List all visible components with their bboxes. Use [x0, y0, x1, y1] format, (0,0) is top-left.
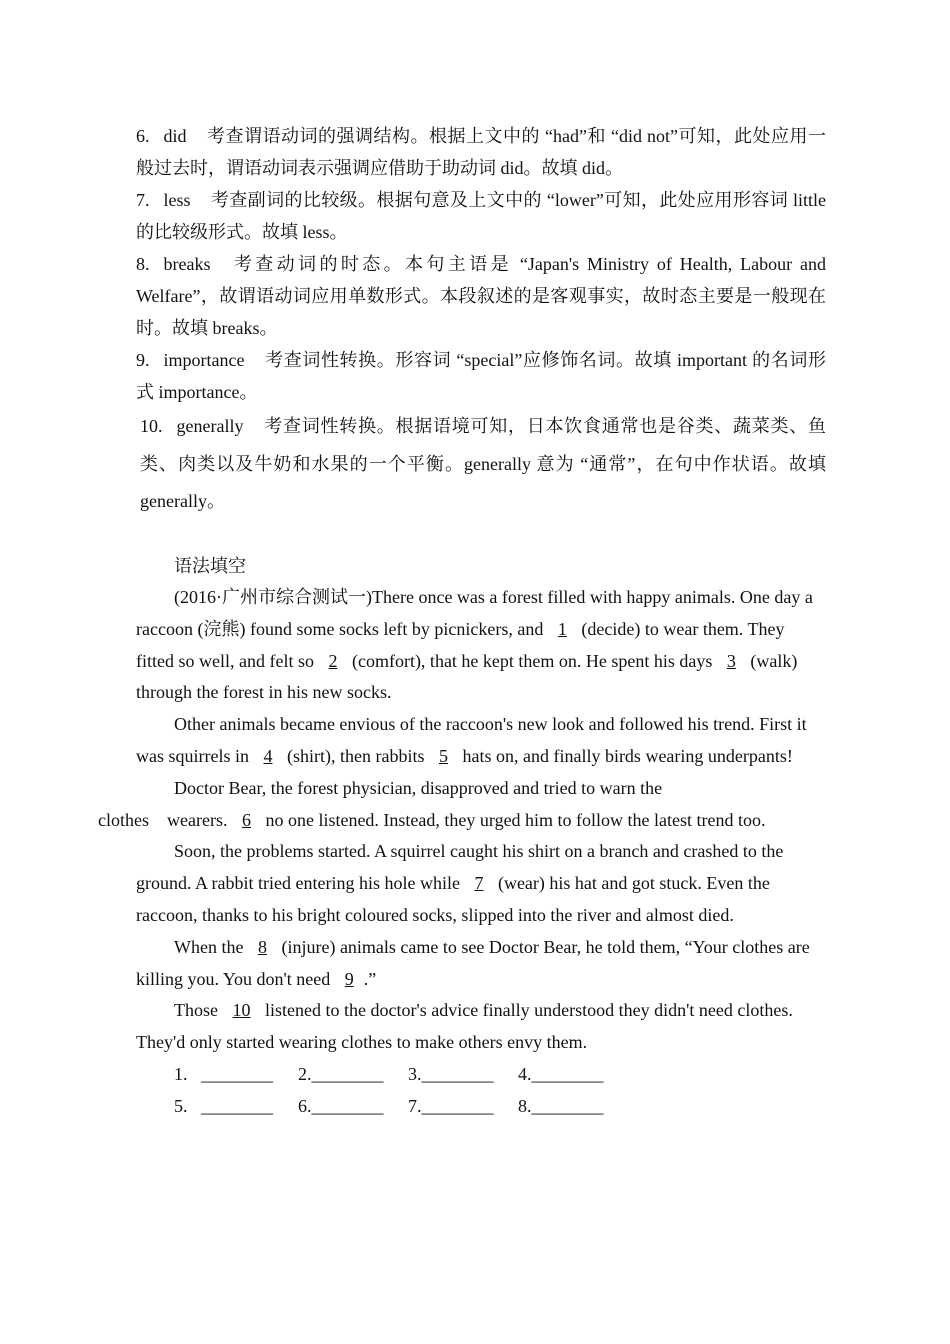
blank-4: 4	[263, 745, 273, 766]
answer-key: generally	[176, 416, 244, 436]
answer-number: 7.	[136, 190, 150, 210]
cloze-paragraph	[136, 582, 826, 709]
paragraph-text: listened to the doctor's advice finally understood they didn't need clothes. They'd only started wearing clothes to make others envy them.	[136, 1000, 793, 1053]
blank-10: 10	[232, 1000, 251, 1021]
paragraph-text: Those	[174, 1000, 223, 1021]
paragraph-text: (comfort), that he kept them on. He spent his days	[347, 650, 717, 671]
paragraph-text: hats on, and finally birds wearing underpants!	[457, 745, 793, 766]
answer-slot: 6.________	[298, 1095, 384, 1116]
answer-item	[136, 184, 826, 248]
paragraph-text: (2016·广州市综合测试一)There once was a forest filled with happy animals. One day a raccoon (浣熊) found some socks left by picnickers, and	[136, 587, 813, 639]
cloze-section	[98, 550, 826, 1123]
answer-item	[136, 120, 826, 184]
answer-explanation: 考查词性转换。根据语境可知，日本饮食通常也是谷类、蔬菜类、鱼类、肉类以及牛奶和水果的一个平衡。generally 意为 “通常”，在句中作状语。故填 generally。	[140, 416, 826, 511]
answer-item	[136, 248, 826, 344]
answer-explanation: 考查动词的时态。本句主语是 “Japan's Ministry of Health, Labour and Welfare”，故谓语动词应用单数形式。本段叙述的是客观事实，故时态主要是一般现在时。故填 breaks。	[136, 254, 826, 338]
answer-number: 9.	[136, 350, 150, 370]
answer-grid-row	[174, 1091, 826, 1123]
answer-slot: 8.________	[518, 1095, 604, 1116]
paragraph-text: clothes wearers.	[98, 809, 232, 830]
answer-number: 8.	[136, 254, 150, 274]
cloze-paragraph	[136, 995, 826, 1059]
cloze-paragraph	[136, 836, 826, 931]
paragraph-text: Doctor Bear, the forest physician, disapproved and tried to warn the	[174, 777, 663, 798]
section-heading: 语法填空	[174, 556, 246, 576]
answer-slot: 1. ________	[174, 1063, 273, 1084]
paragraph-text: Soon, the problems started. A squirrel caught his shirt on a branch and crashed to the ground. A rabbit tried entering his hole while	[136, 841, 784, 894]
blank-2: 2	[328, 650, 338, 671]
answer-key: less	[163, 190, 191, 210]
answer-slot: 2.________	[298, 1063, 384, 1084]
answer-slot: 7.________	[408, 1095, 494, 1116]
answer-item	[140, 408, 826, 521]
answer-grid-row	[174, 1059, 826, 1091]
paragraph-text: Other animals became envious of the raccoon's new look and followed his trend. First it was squirrels in	[136, 714, 807, 766]
answer-key: importance	[163, 350, 245, 370]
paragraph-text: (wear) his hat and got stuck. Even the raccoon, thanks to his bright coloured socks, slipped into the river and almost died.	[136, 873, 770, 925]
answer-slot: 3.________	[408, 1063, 494, 1084]
blank-5: 5	[438, 745, 448, 766]
blank-9: 9	[344, 968, 354, 989]
paragraph-text: (shirt), then rabbits	[282, 745, 429, 766]
answer-grid	[136, 1059, 826, 1123]
answer-explanations	[136, 120, 826, 521]
paragraph-text: no one listened. Instead, they urged him to follow the latest trend too.	[260, 809, 766, 830]
answer-explanation: 考查词性转换。形容词 “special”应修饰名词。故填 important 的名词形式 importance。	[136, 350, 826, 402]
cloze-paragraph	[98, 773, 826, 837]
answer-number: 6.	[136, 126, 150, 146]
blank-1: 1	[557, 618, 567, 639]
blank-6: 6	[241, 809, 251, 830]
answer-slot: 4.________	[518, 1063, 604, 1084]
blank-3: 3	[726, 650, 736, 671]
answer-key: did	[163, 126, 187, 146]
blank-7: 7	[474, 873, 484, 894]
paragraph-text: (decide) to wear them. They fitted so well, and felt so	[136, 618, 785, 671]
paragraph-text: (walk) through the forest in his new socks.	[136, 650, 798, 703]
answer-item	[136, 344, 826, 408]
cloze-paragraph	[136, 932, 826, 996]
answer-key: breaks	[163, 254, 211, 274]
blank-8: 8	[257, 936, 267, 957]
answer-number: 10.	[140, 416, 163, 436]
answer-slot: 5. ________	[174, 1095, 273, 1116]
paragraph-text: (injure) animals came to see Doctor Bear, he told them, “Your clothes are killing you. You don't need	[136, 936, 810, 989]
answer-explanation: 考查副词的比较级。根据句意及上文中的 “lower”可知，此处应用形容词 little 的比较级形式。故填 less。	[136, 190, 826, 242]
answer-explanation: 考查谓语动词的强调结构。根据上文中的 “had”和 “did not”可知，此处应用一般过去时，谓语动词表示强调应借助于助动词 did。故填 did。	[136, 126, 826, 178]
paragraph-text: When the	[174, 936, 248, 957]
paragraph-text: .”	[363, 968, 377, 989]
cloze-paragraph	[136, 709, 826, 773]
